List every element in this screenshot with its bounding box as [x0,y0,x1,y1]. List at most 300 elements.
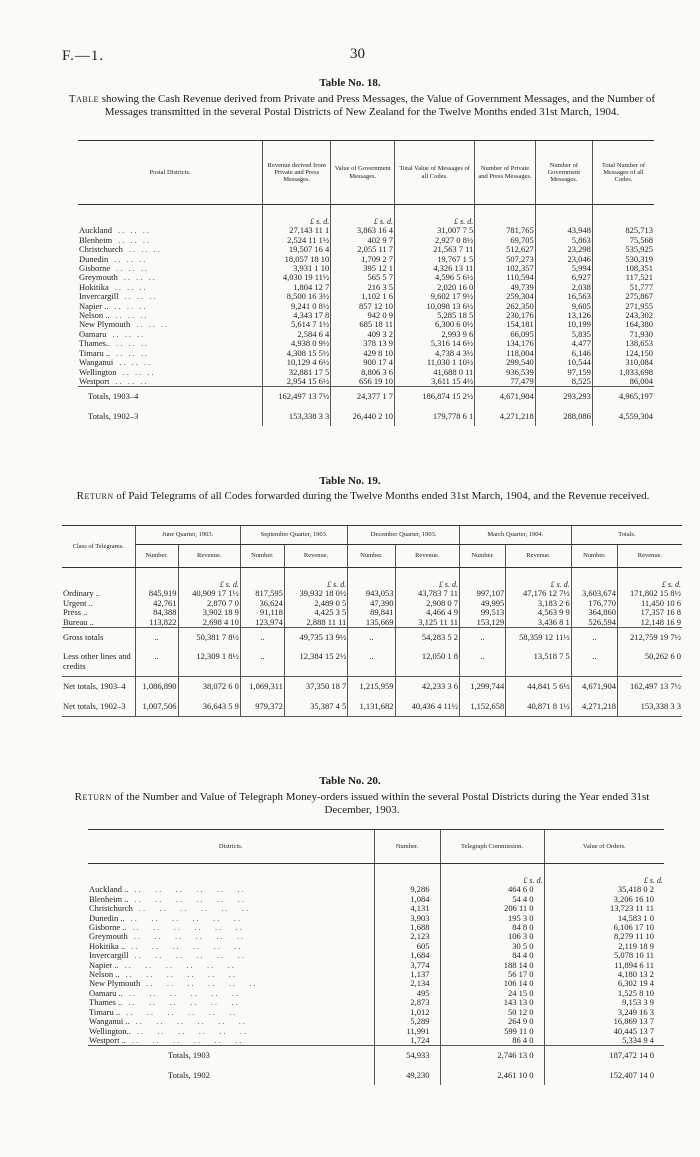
table18-cell-gov: 395 12 1 [331,264,395,273]
table18-cell-gov: 857 12 10 [331,302,395,311]
table18-cell-tot: 10,098 13 6½ [395,302,475,311]
table18-cell-rev: 1,804 12 7 [263,283,331,292]
table19-cell: .. [348,647,395,676]
table18-cell-govn: 2,038 [535,283,592,292]
leader-dots: .. .. .. [124,291,158,302]
table19-cell: 35,387 4 5 [284,697,347,717]
table19-cell: 817,595 [240,589,284,598]
page-number: 30 [350,46,365,62]
table18-cell-gov: 429 8 10 [331,349,395,358]
table18-cell-all: 71,930 [592,330,654,339]
table20-totals-row [88,1046,664,1066]
table20-total-com: 2,461 10 0 [440,1066,544,1085]
table19-cell: 2,870 7 0 [178,599,240,608]
table20-cell-num: 3,774 [374,961,440,970]
table18-totals-row [78,407,654,426]
table18-header-total-count: Total Number of Messages of all Codes. [592,141,654,205]
table19-cell: 135,669 [348,618,395,628]
table18-cell-govn: 6,927 [535,273,592,282]
table19-cell: 36,643 5 9 [178,697,240,717]
table19-cell: 153,129 [460,618,506,628]
table18-cell-tot: 4,326 13 11 [395,264,475,273]
table18-total-tot: 186,874 15 2½ [395,387,475,407]
table18-cell-gov: 565 5 7 [331,273,395,282]
table18-total-priv: 4,271,218 [475,407,535,426]
table19-header-row [62,526,682,545]
table19-cell: .. [240,647,284,676]
table18-cell-govn: 10,544 [535,358,592,367]
table18-cell-govn: 13,126 [535,311,592,320]
district-name-text: Blenheim .. [89,893,129,904]
table-row [62,677,682,697]
table19-cell: 42,761 [135,599,178,608]
table19-cell: .. [135,628,178,648]
table18-cell-rev: 18,057 18 10 [263,255,331,264]
district-name-text: Timaru .. [79,347,111,358]
table18-cell-tot: 2,927 0 8½ [395,236,475,245]
table18-cell-all: 1,033,698 [592,368,654,377]
table18-cell-gov: 216 3 5 [331,283,395,292]
table18-cell-tot: 5,285 18 5 [395,311,475,320]
table20-cell-num: 1,688 [374,923,440,932]
table19-cell: 2,489 0 5 [284,599,347,608]
table20-cell-com: 84 8 0 [440,923,544,932]
table18-total-all: 4,559,304 [592,407,654,426]
table18-cell-all: 530,319 [592,255,654,264]
table20-totals-row [88,1066,664,1085]
leader-dots: .. .. .. .. .. .. [130,912,243,923]
table20-cell-val: 2,119 18 9 [544,942,664,951]
table18-cell-govn: 4,477 [535,339,592,348]
table-row [88,1036,664,1046]
table19-desc-text: of Paid Telegrams of all Codes forwarded during the Twelve Months ended 31st March, 1904, and the Revenue received. [116,490,650,502]
table20-cell-val: 11,894 6 11 [544,961,664,970]
table18-cell-rev: 4,343 17 8 [263,311,331,320]
table19-cell: 43,783 7 11 [395,589,459,598]
table18-cell-rev: 10,129 4 6½ [263,358,331,367]
table19-cell: 47,176 12 7½ [506,589,572,598]
table-row [78,226,654,235]
table19-cell: 1,215,959 [348,677,395,697]
table19-header-quarter: September Quarter, 1903. [240,526,347,545]
table20-cell-val: 3,206 16 10 [544,895,664,904]
district-name-text: Thames .. [89,997,123,1008]
table18-cell-all: 535,925 [592,245,654,254]
table-row [62,618,682,628]
table20-cell-com: 56 17 0 [440,970,544,979]
district-name-text: Dunedin .. [89,912,125,923]
table18-cell-tot: 21,563 7 11 [395,245,475,254]
district-name-text: Oamaru .. [89,987,123,998]
table19-cell: 176,770 [571,599,617,608]
table18-cell-all: 117,521 [592,273,654,282]
table20-header-districts: Districts. [88,830,374,864]
district-name-text: Wellington [79,366,117,377]
table18-total-rev: 153,338 3 3 [263,407,331,426]
table18-cell-all: 138,653 [592,339,654,348]
district-name-text: Invercargill [89,950,129,961]
table20-cell-com: 206 11 0 [440,904,544,913]
table20-cell-num: 605 [374,942,440,951]
table19-cell: 3,902 18 9 [178,608,240,617]
table19-cell: 526,594 [571,618,617,628]
leader-dots: .. .. .. .. .. .. [125,969,237,980]
table19-cell: 2,888 11 11 [284,618,347,628]
leader-dots: .. .. .. [116,263,150,274]
table19-cell: 4,466 4 9 [395,608,459,617]
table18-cell-priv: 507,273 [475,255,535,264]
table18-title: Table No. 18. [319,77,381,89]
table18-total-govn: 288,086 [535,407,592,426]
table18-cell-tot: 9,602 17 9½ [395,292,475,301]
leader-dots: .. .. .. [114,253,148,264]
table20-total-num: 49,230 [374,1066,440,1085]
table19-cell: 1,069,311 [240,677,284,697]
table20-cell-num: 1,084 [374,895,440,904]
table20-cell-num: 1,684 [374,951,440,960]
table19-cell: 2,908 0 7 [395,599,459,608]
table18-currency-label: £ s. d. [263,205,331,227]
leader-dots: .. .. .. [136,319,170,330]
district-name-text: Gisborne .. [89,922,127,933]
table18-cell-rev: 8,500 16 3½ [263,292,331,301]
district-name-text: New Plymouth [89,978,141,989]
table18-cell-tot: 31,007 7 5 [395,226,475,235]
leader-dots: .. .. .. .. .. .. [128,997,240,1008]
table20-cell-com: 195 3 0 [440,914,544,923]
table20-cell-val: 40,445 13 7 [544,1027,664,1036]
table18-cell-all: 86,004 [592,377,654,387]
table19-cell: 12,050 1 8 [395,647,459,676]
table19-cell: 89,841 [348,608,395,617]
table18-cell-gov: 656 19 10 [331,377,395,387]
table18-cell-rev: 4,030 19 11½ [263,273,331,282]
table-row [78,320,654,329]
table20-cell-num: 1,012 [374,1008,440,1017]
table19-cell: .. [460,628,506,648]
table20-cell-num: 1,137 [374,970,440,979]
table19-header-quarter: March Quarter, 1904. [460,526,572,545]
table18-cell-govn: 8,525 [535,377,592,387]
table18-cell-rev: 9,241 0 8½ [263,302,331,311]
table18-total-tot: 179,778 6 1 [395,407,475,426]
table19-subheader-number: Number. [135,545,178,568]
table19-subheader-number: Number. [348,545,395,568]
table18-header-gov-count: Number of Government Messages. [535,141,592,205]
table20-cell-num: 3,903 [374,914,440,923]
table19-currency-label: £ s. d. [506,568,572,590]
table20-desc-lead: Return [74,791,112,803]
district-name-text: Greymouth [89,931,128,942]
table19-cell: 1,131,682 [348,697,395,717]
table19-cell: 4,671,904 [571,677,617,697]
table19-cell: 4,271,218 [571,697,617,717]
totals-label: Totals, 1902–3 [88,410,139,421]
table19-currency-spacer [571,568,617,590]
table18-cell-govn: 23,046 [535,255,592,264]
table19-row-label: Gross totals [62,628,135,648]
table19-subheader-number: Number. [571,545,617,568]
table-row [78,273,654,282]
table18-cell-govn: 16,563 [535,292,592,301]
table19-cell: 1,007,506 [135,697,178,717]
table19-description [58,490,668,503]
table18-cell-tot: 11,030 1 10½ [395,358,475,367]
table19-cell: 58,359 12 11½ [506,628,572,648]
table20-cell-val: 1,525 8 10 [544,989,664,998]
totals-label: Totals, 1903–4 [78,387,263,407]
table19-cell: 50,381 7 8½ [178,628,240,648]
table18-cell-all: 75,568 [592,236,654,245]
table18-cell-priv: 102,357 [475,264,535,273]
district-name-text: Wellington.. [89,1025,131,1036]
table19-cell: 44,841 5 6½ [506,677,572,697]
table20-cell-com: 30 5 0 [440,942,544,951]
table20-total-com: 2,746 13 0 [440,1046,544,1066]
table19-cell: 42,233 3 6 [395,677,459,697]
table19-header-quarter: June Quarter, 1903. [135,526,240,545]
district-name-text: Dunedin [79,253,109,264]
table19-cell: 1,152,658 [460,697,506,717]
table19-cell: 171,802 15 8½ [617,589,682,598]
table18-cell-priv: 512,627 [475,245,535,254]
district-name-text: Wanganui [79,357,114,368]
table18-currency-spacer [535,205,592,227]
table18-cell-tot: 5,316 14 6½ [395,339,475,348]
table18-desc-lead: Table [68,93,99,105]
table18-cell-priv: 66,095 [475,330,535,339]
table20-cell-com: 54 4 0 [440,895,544,904]
district-name [88,1036,374,1046]
leader-dots: .. .. .. [122,366,156,377]
table19-cell: 3,436 8 1 [506,618,572,628]
table19-currency-spacer [62,568,135,590]
table19-cell: 13,518 7 5 [506,647,572,676]
table18-cell-rev: 4,938 0 9½ [263,339,331,348]
table19-cell: .. [460,647,506,676]
table18-cell-rev: 4,308 15 5½ [263,349,331,358]
table19-currency-label: £ s. d. [395,568,459,590]
table18-header-total-value: Total Value of Messages of all Codes. [395,141,475,205]
table19-cell: 38,072 6 0 [178,677,240,697]
table19-title: Table No. 19. [319,475,381,487]
table20-desc-text: of the Number and Value of Telegraph Money-orders issued within the several Postal Districts during the Year ended 31st December, 1903. [114,791,650,816]
table19-row-label: Bureau .. [63,616,94,627]
table20-cell-val: 6,106 17 10 [544,923,664,932]
table-row [62,628,682,648]
table19-subheader-revenue: Revenue. [395,545,459,568]
table18-cell-gov: 942 0 9 [331,311,395,320]
table18-cell-priv: 936,539 [475,368,535,377]
district-name-text: Christchurch [89,903,133,914]
table18-cell-gov: 685 18 11 [331,320,395,329]
table18-currency-spacer [592,205,654,227]
table-row [78,264,654,273]
table18-cell-all: 108,351 [592,264,654,273]
leader-dots: .. .. .. [116,347,150,358]
table20-total-val: 187,472 14 0 [544,1046,664,1066]
table18-cell-tot: 41,688 0 11 [395,368,475,377]
table19-cell: 113,822 [135,618,178,628]
table20-total-val: 152,407 14 0 [544,1066,664,1085]
table18-cell-priv: 69,705 [475,236,535,245]
table18-cell-gov: 2,055 11 7 [331,245,395,254]
table18-cell-rev: 2,524 11 1½ [263,236,331,245]
table19-cell: 212,759 19 7½ [617,628,682,648]
table19-currency-spacer [460,568,506,590]
table20-cell-com: 264 9 0 [440,1017,544,1026]
table18 [78,140,654,426]
table18-cell-rev: 2,954 15 6½ [263,377,331,387]
table19-subheader-number: Number. [460,545,506,568]
district-name-text: Auckland [79,225,113,236]
table19-cell: .. [571,628,617,648]
table19-cell: 37,350 18 7 [284,677,347,697]
table20-total-num: 54,933 [374,1046,440,1066]
table20-cell-num: 2,123 [374,932,440,941]
district-name-text: Gisborne [79,263,111,274]
table18-header-revenue: Revenue derived from Private and Press Messages. [263,141,331,205]
table19-currency-row [62,568,682,590]
leader-dots: .. .. .. [115,375,149,386]
table18-cell-priv: 118,004 [475,349,535,358]
table19-cell: 40,436 4 11½ [395,697,459,717]
table18-cell-all: 164,380 [592,320,654,329]
table20-cell-com: 106 3 0 [440,932,544,941]
table20-cell-com: 143 13 0 [440,998,544,1007]
table18-currency-label: £ s. d. [331,205,395,227]
table18-cell-govn: 5,863 [535,236,592,245]
table20-description [62,791,662,817]
leader-dots: .. .. .. [118,234,152,245]
table20-cell-val: 16,869 13 7 [544,1017,664,1026]
table18-cell-tot: 19,767 1 5 [395,255,475,264]
leader-dots: .. .. .. [116,338,150,349]
table18-cell-tot: 3,611 15 4½ [395,377,475,387]
table20-cell-val: 14,583 1 0 [544,914,664,923]
table20-currency-label: £ s. d. [544,864,664,886]
table20-cell-com: 106 14 0 [440,979,544,988]
table20-currency-spacer [88,864,374,886]
leader-dots: .. .. .. .. .. .. [131,940,243,951]
table19-cell: 40,871 8 1½ [506,697,572,717]
table19-cell: .. [135,647,178,676]
table20-cell-val: 4,180 13 2 [544,970,664,979]
table19-cell: 153,338 3 3 [617,697,682,717]
table18-cell-tot: 6,300 6 0½ [395,320,475,329]
table18-cell-gov: 378 13 9 [331,339,395,348]
table18-cell-govn: 5,835 [535,330,592,339]
table18-cell-govn: 10,199 [535,320,592,329]
table19-cell: 4,425 3 5 [284,608,347,617]
table18-currency-spacer [475,205,535,227]
table19-cell: 845,919 [135,589,178,598]
table20-cell-num: 4,131 [374,904,440,913]
leader-dots: .. .. .. [128,244,162,255]
table19-row-label: Net totals, 1902–3 [62,697,135,717]
table20-cell-val: 9,153 3 9 [544,998,664,1007]
table19-cell: 50,262 6 0 [617,647,682,676]
table20-currency-label: £ s. d. [440,864,544,886]
table19-cell: 4,563 9 9 [506,608,572,617]
table20-cell-val: 5,078 10 11 [544,951,664,960]
district-name-text: Invercargill [79,291,119,302]
table18-cell-gov: 1,709 2 7 [331,255,395,264]
table19-subheader-revenue: Revenue. [617,545,682,568]
table19-subheader-revenue: Revenue. [284,545,347,568]
table18-cell-priv: 110,594 [475,273,535,282]
leader-dots: .. .. .. [118,225,152,236]
table19-currency-label: £ s. d. [284,568,347,590]
table20-header-value: Value of Orders. [544,830,664,864]
table20-cell-com: 50 12 0 [440,1008,544,1017]
table20-cell-num: 11,991 [374,1027,440,1036]
table18-currency-label: £ s. d. [395,205,475,227]
table19-cell: 17,357 16 8 [617,608,682,617]
leader-dots: .. .. .. .. .. .. [134,893,246,904]
table18-cell-govn: 5,994 [535,264,592,273]
table19-cell: 979,372 [240,697,284,717]
district-name-text: Wanganui .. [89,1016,130,1027]
table18-cell-priv: 154,181 [475,320,535,329]
table20 [88,829,664,1085]
leader-dots: .. .. .. .. .. .. [132,922,244,933]
table18-cell-all: 275,867 [592,292,654,301]
table18-cell-all: 124,150 [592,349,654,358]
table19-cell: 123,974 [240,618,284,628]
table19-row-label: Less other lines and credits [63,651,131,671]
table19-row-label: Urgent .. [63,597,93,608]
district-name-text: Westport [79,375,110,386]
table19-cell: 3,125 11 11 [395,618,459,628]
district-name-text: Oamaru [79,328,107,339]
table19-header-quarter: Totals. [571,526,682,545]
table19-currency-spacer [135,568,178,590]
table19-cell: 997,107 [460,589,506,598]
table19-subheader-number: Number. [240,545,284,568]
table20-header-number: Number. [374,830,440,864]
table18-cell-priv: 781,765 [475,226,535,235]
table18-cell-priv: 49,739 [475,283,535,292]
table18-cell-gov: 900 17 4 [331,358,395,367]
table19-cell: 39,932 18 0½ [284,589,347,598]
table20-header-commission: Telegraph Commission. [440,830,544,864]
table19-cell: 84,388 [135,608,178,617]
district-name-text: Thames.. [79,338,111,349]
table19-cell: 99,513 [460,608,506,617]
table18-header-districts: Postal Districts. [78,141,263,205]
table20-cell-com: 84 4 0 [440,951,544,960]
table18-total-rev: 162,497 13 7½ [263,387,331,407]
table18-header-private-count: Number of Private and Press Messages. [475,141,535,205]
table19-cell: 12,309 1 8½ [178,647,240,676]
leader-dots: .. .. .. [114,300,148,311]
table18-cell-govn: 97,159 [535,368,592,377]
table18-cell-govn: 23,298 [535,245,592,254]
district-name-text: Nelson .. [89,969,120,980]
table18-currency-spacer [78,205,263,227]
table19-cell: 40,909 17 1½ [178,589,240,598]
district-name-text: Blenheim [79,234,113,245]
district-name [78,377,263,387]
table20-title: Table No. 20. [319,775,381,787]
table20-cell-num: 5,289 [374,1017,440,1026]
table19-row-label: Press .. [63,607,88,618]
leader-dots: .. .. .. [114,281,148,292]
table18-total-priv: 4,671,904 [475,387,535,407]
table19-currency-spacer [240,568,284,590]
table19-row-label: Ordinary .. [63,588,101,599]
